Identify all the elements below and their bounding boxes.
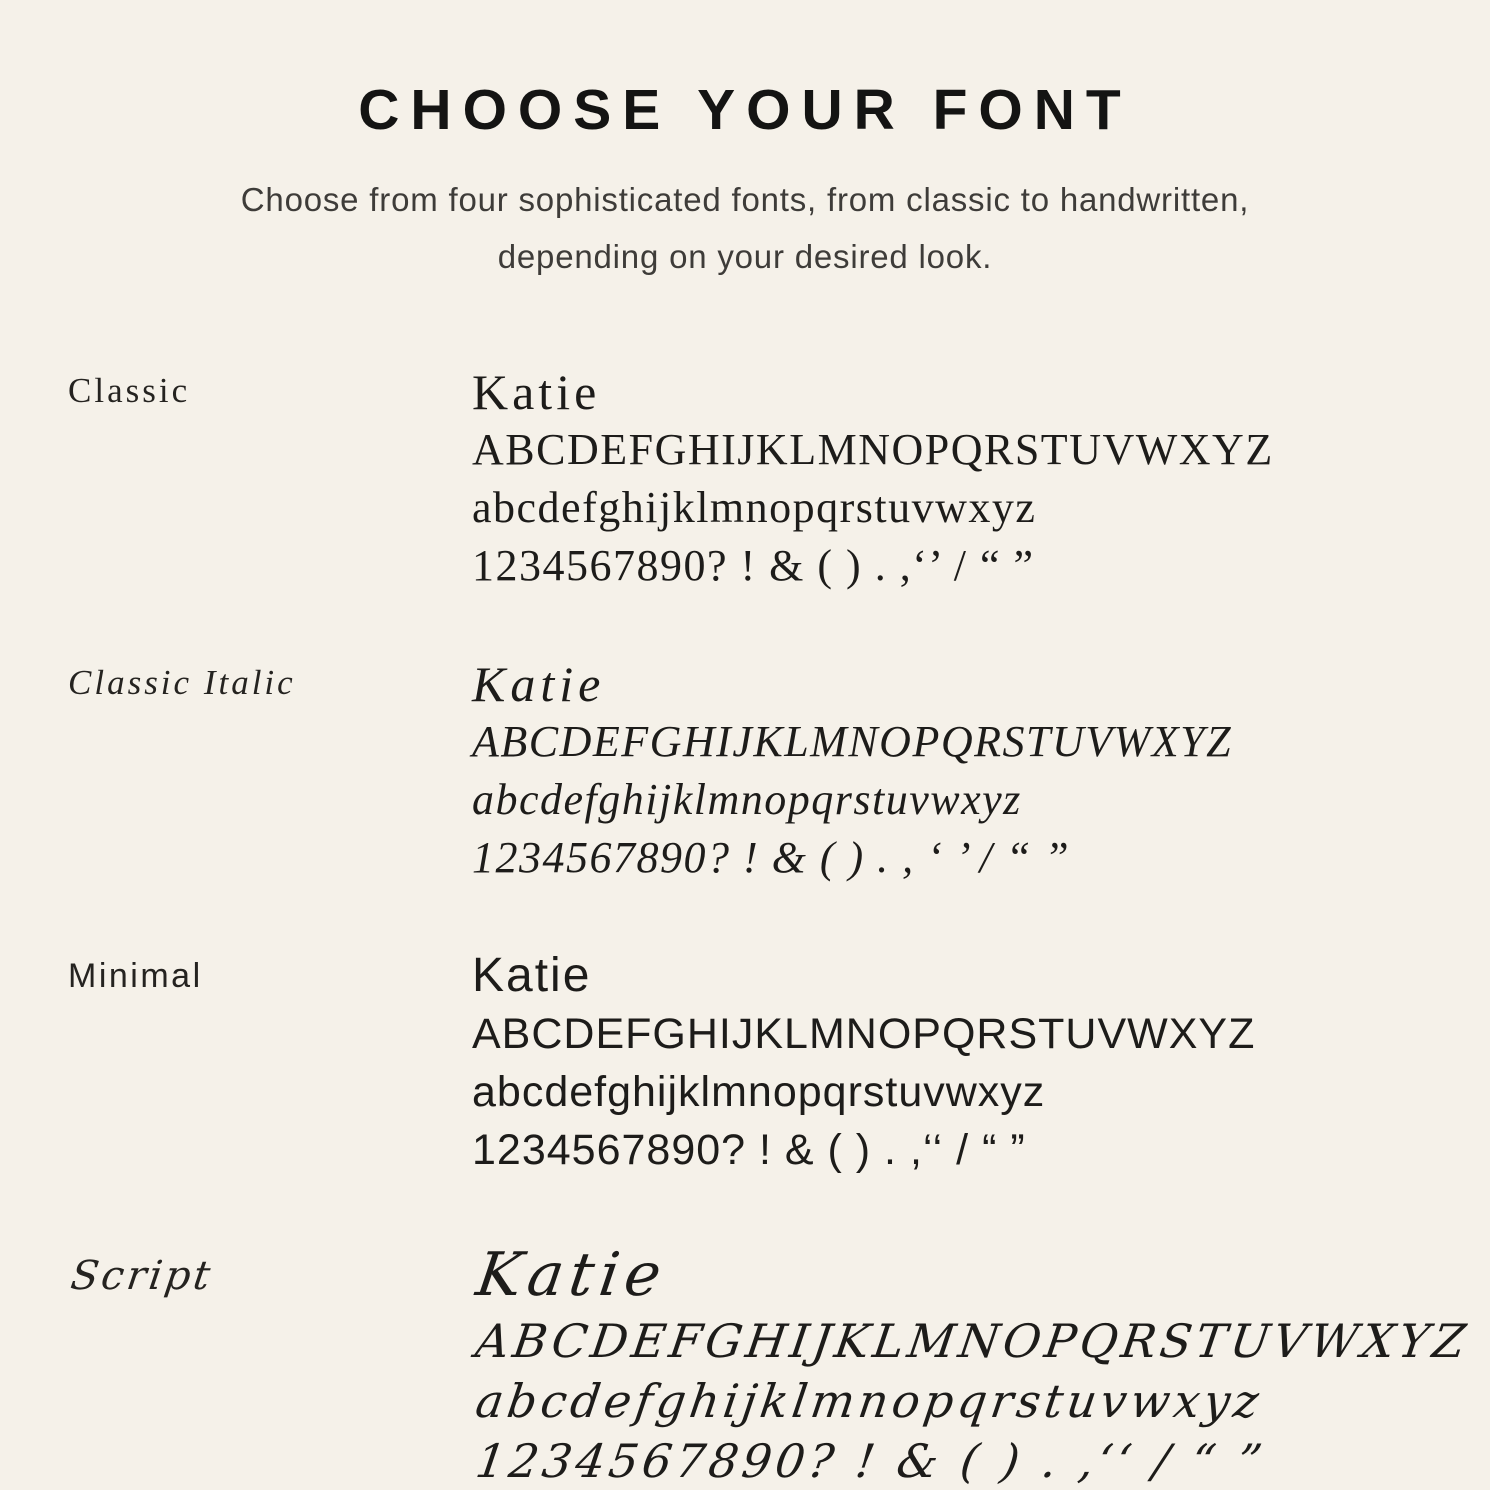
font-name-sample-classic: Katie: [472, 364, 601, 420]
uppercase-sample-classic: ABCDEFGHIJKLMNOPQRSTUVWXYZ: [472, 425, 1274, 474]
lowercase-sample-minimal: abcdefghijklmnopqrstuvwxyz: [472, 1068, 1046, 1116]
subtitle-line-1: Choose from four sophisticated fonts, from classic to handwritten,: [240, 181, 1250, 218]
font-section-classic-italic: [0, 655, 1490, 887]
font-sample-column: [472, 947, 1490, 1179]
numerals-sample-minimal: 1234567890? ! & ( ) . ,‘‘ / “ ”: [472, 1126, 1026, 1174]
lowercase-sample-classic: abcdefghijklmnopqrstuvwxyz: [472, 483, 1037, 532]
uppercase-sample-minimal: ABCDEFGHIJKLMNOPQRSTUVWXYZ: [472, 1010, 1256, 1058]
numerals-sample-classic-italic: 1234567890? ! & ( ) . , ‘ ’ / “ ”: [472, 833, 1071, 882]
font-sections: [0, 363, 1490, 1490]
font-section-script: [0, 1239, 1490, 1490]
font-sample-column: [472, 363, 1490, 595]
font-label-classic: Classic: [68, 371, 191, 410]
lowercase-sample-classic-italic: abcdefghijklmnopqrstuvwxyz: [472, 775, 1022, 824]
font-name-sample-classic-italic: Katie: [472, 656, 606, 712]
font-label-column: [0, 1239, 472, 1490]
font-sample-column: [472, 1239, 1490, 1490]
font-section-classic: [0, 363, 1490, 595]
font-section-minimal: [0, 947, 1490, 1179]
uppercase-sample-classic-italic: ABCDEFGHIJKLMNOPQRSTUVWXYZ: [472, 717, 1233, 766]
numerals-sample-classic: 1234567890? ! & ( ) . ,‘’ / “ ”: [472, 541, 1035, 590]
font-label-script: Script: [68, 1253, 216, 1299]
font-label-column: [0, 655, 472, 887]
font-label-classic-italic: Classic Italic: [68, 663, 296, 702]
font-label-minimal: Minimal: [68, 957, 203, 995]
font-label-column: [0, 363, 472, 595]
font-name-sample-script: Katie: [472, 1240, 672, 1310]
font-sample-column: [472, 655, 1490, 887]
uppercase-sample-script: ABCDEFGHIJKLMNOPQRSTUVWXYZ: [472, 1314, 1473, 1368]
page-subtitle: [0, 171, 1490, 285]
font-name-sample-minimal: Katie: [472, 949, 592, 1002]
page-title: CHOOSE YOUR FONT: [358, 78, 1132, 142]
numerals-sample-script: 1234567890? ! & ( ) . ,‘‘ / “ ”: [472, 1434, 1270, 1488]
subtitle-line-2: depending on your desired look.: [497, 238, 993, 275]
font-label-column: [0, 947, 472, 1179]
lowercase-sample-script: abcdefghijklmnopqrstuvwxyz: [472, 1374, 1267, 1428]
